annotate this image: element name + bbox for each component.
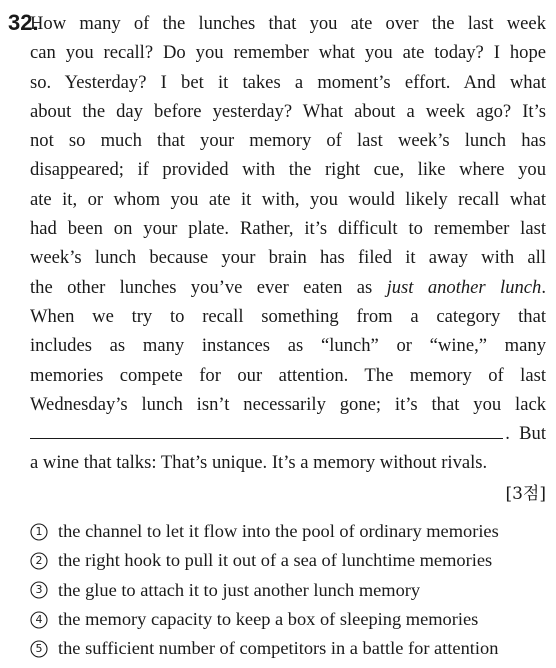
passage-line: so. Yesterday? I bet it takes a moment’s effort. And what bbox=[30, 71, 546, 93]
option-text: the right hook to pull it out of a sea of lunchtime memories bbox=[58, 550, 493, 571]
answer-option-1[interactable] bbox=[30, 517, 552, 546]
answer-option-3[interactable] bbox=[30, 576, 552, 605]
circled-number-icon: 3 bbox=[30, 581, 48, 599]
passage-line: When we try to recall something from a category that bbox=[30, 305, 546, 327]
passage-line: had been on your plate. Rather, it’s difficult to remember last bbox=[30, 218, 546, 240]
passage-line: includes as many instances as “lunch” or “wine,” many bbox=[30, 335, 546, 357]
passage-text: . But bbox=[505, 423, 546, 445]
option-text: the channel to let it flow into the pool of ordinary memories bbox=[58, 521, 499, 542]
circled-number-icon: 1 bbox=[30, 523, 48, 541]
option-text: the sufficient number of competitors in a battle for attention bbox=[58, 638, 499, 659]
points-label: [3점] bbox=[505, 484, 546, 504]
blank-line bbox=[30, 419, 546, 448]
passage-line: disappeared; if provided with the right cue, like where you bbox=[30, 159, 546, 181]
option-text: the glue to attach it to just another lunch memory bbox=[58, 579, 421, 600]
answer-option-2[interactable] bbox=[30, 546, 552, 575]
passage-line: memories compete for our attention. The memory of last bbox=[30, 364, 546, 386]
answer-options bbox=[30, 517, 552, 663]
passage-text: the other lunches you’ve ever eaten as bbox=[30, 276, 387, 298]
passage-line: ate it, or whom you ate it with, you would likely recall what bbox=[30, 188, 546, 210]
passage-line: about the day before yesterday? What about a week ago? It’s bbox=[30, 100, 546, 122]
passage-line: a wine that talks: That’s unique. It’s a memory without rivals. bbox=[30, 452, 488, 474]
answer-option-5[interactable] bbox=[30, 634, 552, 663]
answer-blank bbox=[30, 420, 503, 439]
passage-line: Wednesday’s lunch isn’t necessarily gone; it’s that you lack bbox=[30, 393, 546, 415]
passage-text: . bbox=[541, 276, 546, 298]
circled-number-icon: 4 bbox=[30, 611, 48, 629]
emphasis-text: just another lunch bbox=[386, 276, 542, 298]
passage-line: not so much that your memory of last week’s lunch has bbox=[30, 130, 546, 152]
question-number: 32. bbox=[8, 10, 39, 35]
passage-line-emphasis bbox=[30, 273, 546, 302]
passage-line: can you recall? Do you remember what you ate today? I hope bbox=[30, 42, 546, 64]
circled-number-icon: 5 bbox=[30, 640, 48, 658]
passage-line: How many of the lunches that you ate over the last week bbox=[30, 13, 546, 34]
option-text: the memory capacity to keep a box of sleeping memories bbox=[58, 609, 479, 630]
passage-line: week’s lunch because your brain has filed it away with all bbox=[30, 247, 546, 269]
passage bbox=[30, 9, 546, 478]
answer-option-4[interactable] bbox=[30, 605, 552, 634]
circled-number-icon: 2 bbox=[30, 552, 48, 570]
